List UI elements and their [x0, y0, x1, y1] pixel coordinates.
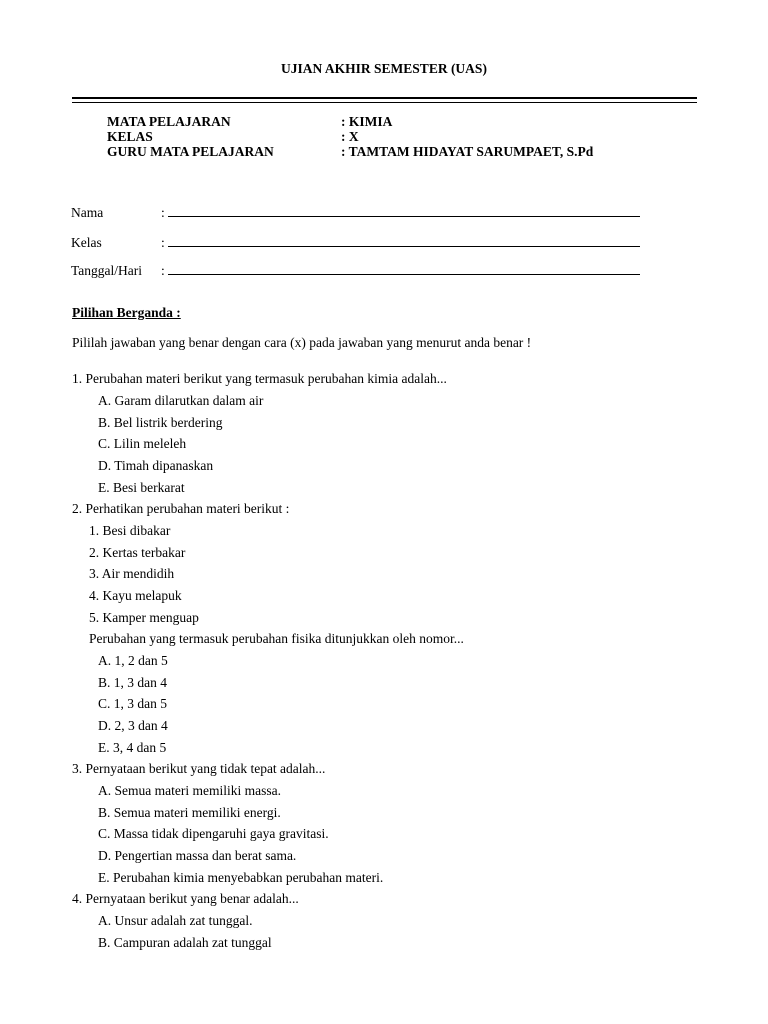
name-blank-line[interactable] [168, 205, 640, 217]
field-colon: : [161, 263, 165, 278]
section-title: Pilihan Berganda : [72, 305, 181, 320]
header-rule-thin [72, 102, 697, 103]
q2-option-e[interactable]: E. 3, 4 dan 5 [98, 740, 167, 755]
q1-option-d[interactable]: D. Timah dipanaskan [98, 458, 214, 473]
q1-option-a[interactable]: A. Garam dilarutkan dalam air [98, 393, 264, 408]
q1-option-b[interactable]: B. Bel listrik berdering [98, 415, 223, 430]
header-value-subject: : KIMIA [341, 114, 393, 129]
page-title: UJIAN AKHIR SEMESTER (UAS) [281, 61, 487, 76]
header-label-subject: MATA PELAJARAN [107, 114, 231, 129]
q2-item-2: 2. Kertas terbakar [89, 545, 186, 560]
q4-option-b[interactable]: B. Campuran adalah zat tunggal [98, 935, 272, 950]
header-label-class: KELAS [107, 129, 153, 144]
q2-item-3: 3. Air mendidih [89, 566, 175, 581]
q2-option-a[interactable]: A. 1, 2 dan 5 [98, 653, 168, 668]
q2-item-1: 1. Besi dibakar [89, 523, 171, 538]
field-label-name: Nama [71, 205, 104, 220]
question-2: 2. Perhatikan perubahan materi berikut : [72, 501, 290, 516]
q3-option-e[interactable]: E. Perubahan kimia menyebabkan perubahan materi. [98, 870, 384, 885]
field-colon: : [161, 205, 165, 220]
q1-option-e[interactable]: E. Besi berkarat [98, 480, 185, 495]
field-label-date: Tanggal/Hari [71, 263, 143, 278]
q2-item-5: 5. Kamper menguap [89, 610, 199, 625]
q1-option-c[interactable]: C. Lilin meleleh [98, 436, 187, 451]
header-value-class: : X [341, 129, 359, 144]
q3-option-b[interactable]: B. Semua materi memiliki energi. [98, 805, 281, 820]
field-class[interactable] [161, 235, 640, 251]
q3-option-c[interactable]: C. Massa tidak dipengaruhi gaya gravitasi. [98, 826, 329, 841]
field-label-class: Kelas [71, 235, 102, 250]
q4-option-a[interactable]: A. Unsur adalah zat tunggal. [98, 913, 253, 928]
q2-item-4: 4. Kayu melapuk [89, 588, 182, 603]
header-rule-thick [72, 97, 697, 99]
instruction: Pililah jawaban yang benar dengan cara (x) pada jawaban yang menurut anda benar ! [72, 335, 532, 350]
header-value-teacher: : TAMTAM HIDAYAT SARUMPAET, S.Pd [341, 144, 594, 159]
field-date[interactable] [161, 263, 640, 279]
q2-stem: Perubahan yang termasuk perubahan fisika ditunjukkan oleh nomor... [89, 631, 464, 646]
class-blank-line[interactable] [168, 235, 640, 247]
q3-option-a[interactable]: A. Semua materi memiliki massa. [98, 783, 281, 798]
header-label-teacher: GURU MATA PELAJARAN [107, 144, 274, 159]
q2-option-d[interactable]: D. 2, 3 dan 4 [98, 718, 168, 733]
q3-option-d[interactable]: D. Pengertian massa dan berat sama. [98, 848, 297, 863]
date-blank-line[interactable] [168, 263, 640, 275]
field-name[interactable] [161, 205, 640, 221]
q2-option-c[interactable]: C. 1, 3 dan 5 [98, 696, 167, 711]
question-1: 1. Perubahan materi berikut yang termasuk perubahan kimia adalah... [72, 371, 447, 386]
q2-option-b[interactable]: B. 1, 3 dan 4 [98, 675, 167, 690]
question-4: 4. Pernyataan berikut yang benar adalah... [72, 891, 299, 906]
question-3: 3. Pernyataan berikut yang tidak tepat adalah... [72, 761, 326, 776]
field-colon: : [161, 235, 165, 250]
